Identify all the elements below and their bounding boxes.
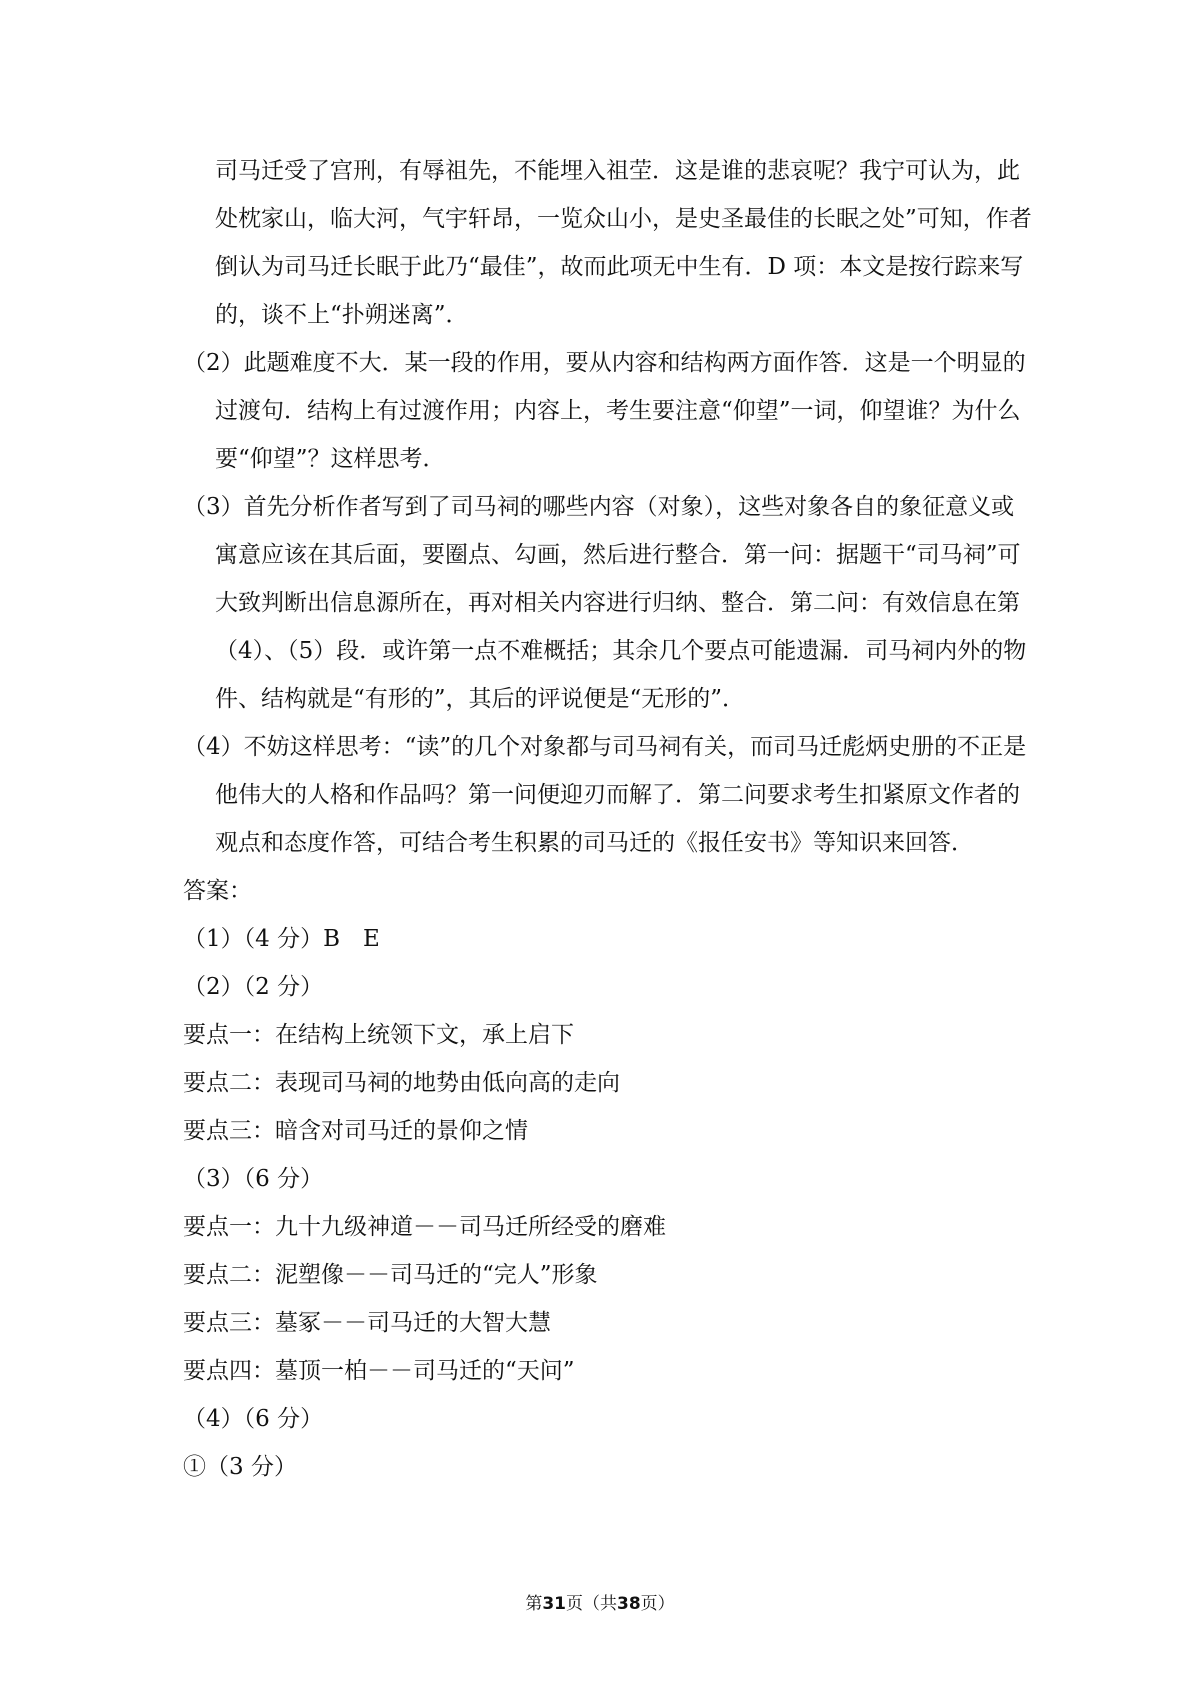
answer-line: 要点三：暗含对司马迁的景仰之情 [183,1118,528,1144]
answer-line: ①（3 分） [183,1454,297,1480]
analysis-paragraph-2: （2）此题难度不大．某一段的作用，要从内容和结构两方面作答．这是一个明显的过渡句．结构上有过渡作用；内容上，考生要注意“仰望”一词，仰望谁？为什么要“仰望”？这样思考． [183,350,1026,472]
answer-line: （4）（6 分） [183,1406,324,1432]
analysis-paragraph-3: （3）首先分析作者写到了司马祠的哪些内容（对象），这些对象各自的象征意义或寓意应该在其后面，要圈点、勾画，然后进行整合．第一问：据题干“司马祠”可大致判断出信息源所在，再对相关内容进行归纳、整合．第二问：有效信息在第（4）、（5）段．或许第一点不难概括；其余几个要点可能遗漏．司马祠内外的物件、结构就是“有形的”，其后的评说便是“无形的”． [183,494,1027,712]
answer-line: 要点二：表现司马祠的地势由低向高的走向 [183,1070,620,1096]
footer-middle: 页（共 [566,1594,617,1614]
answer-line: （1）（4 分）B E [183,926,380,952]
page-footer [0,1592,1200,1616]
page-content [183,147,1033,1491]
analysis-paragraph-4: （4）不妨这样思考：“读”的几个对象都与司马祠有关，而司马迁彪炳史册的不正是他伟大的人格和作品吗？第一问便迎刃而解了．第二问要求考生扣紧原文作者的观点和态度作答，可结合考生积累的司马迁的《报任安书》等知识来回答． [183,734,1027,856]
answer-heading: 答案： [183,878,252,904]
answer-line: （2）（2 分） [183,974,324,1000]
footer-suffix: 页） [640,1594,675,1614]
footer-total-pages: 38 [617,1594,641,1614]
answer-line: 要点二：泥塑像－－司马迁的“完人”形象 [183,1262,598,1288]
answer-line: 要点一：在结构上统领下文，承上启下 [183,1022,574,1048]
analysis-paragraph-1-continued: 司马迁受了宫刑，有辱祖先，不能埋入祖茔．这是谁的悲哀呢？我宁可认为，此处枕家山，临大河，气宇轩昂，一览众山小，是史圣最佳的长眠之处”可知，作者倒认为司马迁长眠于此乃“最佳”，故而此项无中生有．D 项：本文是按行踪来写的，谈不上“扑朔迷离”． [215,158,1032,328]
answer-line: 要点四：墓顶一柏－－司马迁的“天问” [183,1358,575,1384]
footer-page-number: 31 [542,1594,566,1614]
answer-line: （3）（6 分） [183,1166,324,1192]
answer-line: 要点一：九十九级神道－－司马迁所经受的磨难 [183,1214,666,1240]
answer-line: 要点三：墓冢－－司马迁的大智大慧 [183,1310,551,1336]
footer-prefix: 第 [525,1594,543,1614]
